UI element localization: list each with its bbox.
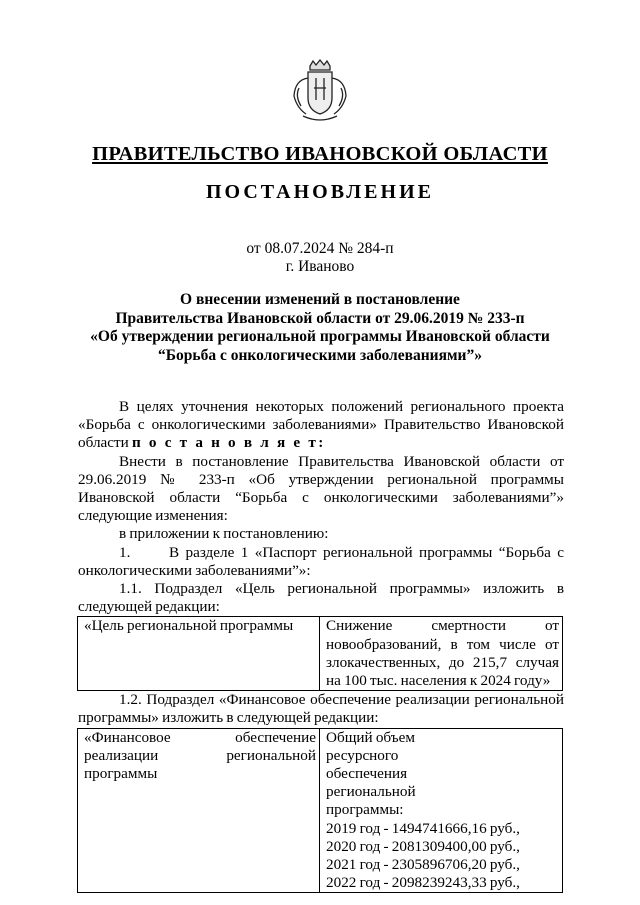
paragraph-amend: Внести в постановление Правительства Ивановской области от 29.06.2019 № 233-п «Об утверждении региональной программы Ивановской области “Борьба с онкологическими заболеваниями”» следующие изменения: <box>78 452 564 525</box>
paragraph-item-1-1: 1.1. Подраздел «Цель региональной программы» изложить в следующей редакции: <box>78 580 564 616</box>
finance-table <box>77 728 563 894</box>
preamble-text: В целях уточнения некоторых положений регионального проекта «Борьба с онкологическими заболеваниями» Правительство Ивановской области <box>78 398 564 452</box>
paragraph-annex: в приложении к постановлению: <box>119 525 329 543</box>
finance-year: 2022 год - 2098239243,33 руб., <box>326 874 520 892</box>
goal-table <box>77 616 563 691</box>
resolves-word: п о с т а н о в л я е т: <box>131 434 326 452</box>
finance-intro: Общий объем ресурсного обеспечения региональной программы: <box>326 728 416 819</box>
paragraph-item-1-2: 1.2. Подраздел «Финансовое обеспечение реализации региональной программы» изложить в следующей редакции: <box>78 691 564 727</box>
item-text: В разделе 1 «Паспорт региональной программы “Борьба с онкологическими заболеваниями”»: <box>78 543 564 579</box>
subject-heading <box>0 291 640 365</box>
subject-line: «Об утверждении региональной программы Ивановской области <box>90 328 550 345</box>
paragraph-item-1 <box>78 544 564 580</box>
table-cell: «Финансовое обеспечение реализации региональной программы <box>78 728 320 893</box>
subject-line: О внесении изменений в постановление <box>180 291 460 308</box>
table-cell: Снижение смертности от новообразований, в том числе от злокачественных, до 215,7 случая на 100 тыс. населения к 2024 году» <box>320 617 563 691</box>
finance-year: 2021 год - 2305896706,20 руб., <box>326 856 520 874</box>
paragraph-preamble <box>78 398 564 453</box>
table-row <box>78 617 563 691</box>
table-cell: «Цель региональной программы <box>78 617 320 691</box>
document-body <box>78 398 564 893</box>
organization-title: ПРАВИТЕЛЬСТВО ИВАНОВСКОЙ ОБЛАСТИ <box>92 143 548 165</box>
subject-line: “Борьба с онкологическими заболеваниями”» <box>158 346 482 364</box>
date-number: от 08.07.2024 № 284-п <box>246 240 394 257</box>
item-number: 1. <box>119 543 131 561</box>
document-type: ПОСТАНОВЛЕНИЕ <box>206 181 434 203</box>
city: г. Иваново <box>285 258 355 275</box>
coat-of-arms-icon <box>291 58 349 124</box>
date-block <box>0 240 640 276</box>
finance-year: 2019 год - 1494741666,16 руб., <box>326 819 520 837</box>
table-row <box>78 728 563 893</box>
subject-line: Правительства Ивановской области от 29.06.2019 № 233-п <box>115 309 525 327</box>
table-cell <box>320 728 563 893</box>
finance-year: 2020 год - 2081309400,00 руб., <box>326 837 520 855</box>
